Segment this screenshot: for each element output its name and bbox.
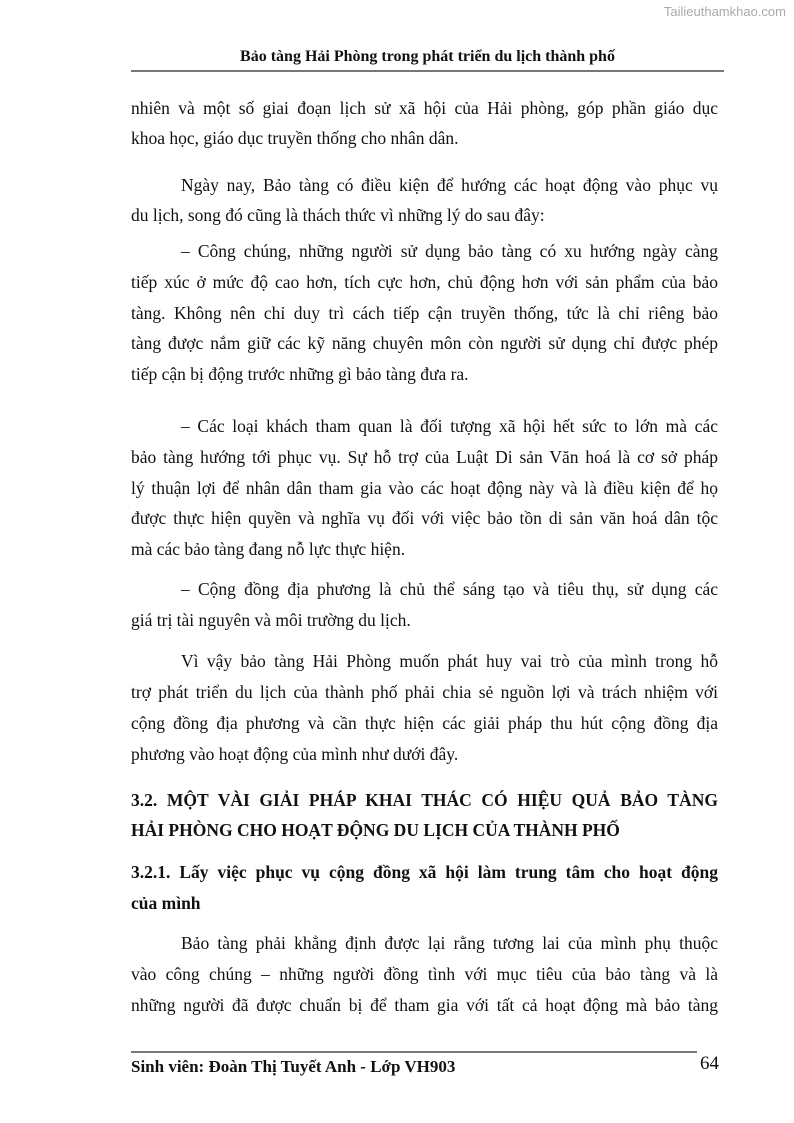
subsection-heading: 3.2.1. Lấy việc phục vụ cộng đồng xã hội làm trung tâm cho hoạt động bbox=[131, 862, 718, 882]
body-line: tiếp cận bị động trước những gì bảo tàng đưa ra. bbox=[131, 364, 469, 384]
body-line: bảo tàng hướng tới phục vụ. Sự hỗ trợ của Luật Di sản Văn hoá là cơ sở pháp bbox=[131, 447, 718, 467]
section-heading: 3.2. MỘT VÀI GIẢI PHÁP KHAI THÁC CÓ HIỆU QUẢ BẢO TÀNG bbox=[131, 790, 718, 810]
body-line: du lịch, song đó cũng là thách thức vì những lý do sau đây: bbox=[131, 205, 545, 225]
body-line: mà các bảo tàng đang nỗ lực thực hiện. bbox=[131, 539, 406, 559]
body-line: – Các loại khách tham quan là đối tượng xã hội hết sức to lớn mà các bbox=[181, 416, 718, 436]
footer-author: Sinh viên: Đoàn Thị Tuyết Anh - Lớp VH903 bbox=[131, 1057, 456, 1076]
body-line: – Cộng đồng địa phương là chủ thể sáng tạo và tiêu thụ, sử dụng các bbox=[181, 579, 718, 599]
page-number: 64 bbox=[700, 1053, 719, 1074]
body-line: tiếp xúc ở mức độ cao hơn, tích cực hơn, chủ động hơn với sản phẩm của bảo bbox=[131, 272, 718, 292]
footer-rule bbox=[131, 1051, 697, 1053]
body-line: khoa học, giáo dục truyền thống cho nhân dân. bbox=[131, 128, 459, 148]
body-line: được thực hiện quyền và nghĩa vụ đối với việc bảo tồn di sản văn hoá dân tộc bbox=[131, 508, 718, 528]
subsection-heading: của mình bbox=[131, 893, 201, 913]
body-line: cộng đồng địa phương và cần thực hiện các giải pháp thu hút cộng đồng địa bbox=[131, 713, 718, 733]
body-line: Vì vậy bảo tàng Hải Phòng muốn phát huy vai trò của mình trong hỗ bbox=[181, 651, 718, 671]
body-line: tàng được nắm giữ các kỹ năng chuyên môn còn người sử dụng chỉ được phép bbox=[131, 333, 718, 353]
body-line: nhiên và một số giai đoạn lịch sử xã hội của Hải phòng, góp phần giáo dục bbox=[131, 98, 718, 118]
body-line: lý thuận lợi để nhân dân tham gia vào các hoạt động này và là điều kiện để họ bbox=[131, 478, 718, 498]
watermark: Tailieuthamkhao.com bbox=[663, 4, 786, 19]
body-line: những người đã được chuẩn bị để tham gia với tất cả hoạt động mà bảo tàng bbox=[131, 995, 718, 1015]
section-heading: HẢI PHÒNG CHO HOẠT ĐỘNG DU LỊCH CỦA THÀNH PHỐ bbox=[131, 820, 620, 840]
body-line: – Công chúng, những người sử dụng bảo tàng có xu hướng ngày càng bbox=[181, 241, 718, 261]
body-line: giá trị tài nguyên và môi trường du lịch. bbox=[131, 610, 411, 630]
header-rule bbox=[131, 70, 724, 72]
body-line: phương vào hoạt động của mình như dưới đây. bbox=[131, 744, 459, 764]
body-line: tàng. Không nên chỉ duy trì cách tiếp cận truyền thống, tức là chỉ riêng bảo bbox=[131, 303, 718, 323]
body-line: trợ phát triển du lịch của thành phố phải chia sẻ nguồn lợi và trách nhiệm với bbox=[131, 682, 718, 702]
running-header: Bảo tàng Hải Phòng trong phát triển du lịch thành phố bbox=[240, 48, 615, 65]
body-line: Ngày nay, Bảo tàng có điều kiện để hướng các hoạt động vào phục vụ bbox=[181, 175, 718, 195]
body-line: Bảo tàng phải khẳng định được lại rằng tương lai của mình phụ thuộc bbox=[181, 933, 718, 953]
body-line: vào công chúng – những người đồng tình với mục tiêu của bảo tàng và là bbox=[131, 964, 718, 984]
